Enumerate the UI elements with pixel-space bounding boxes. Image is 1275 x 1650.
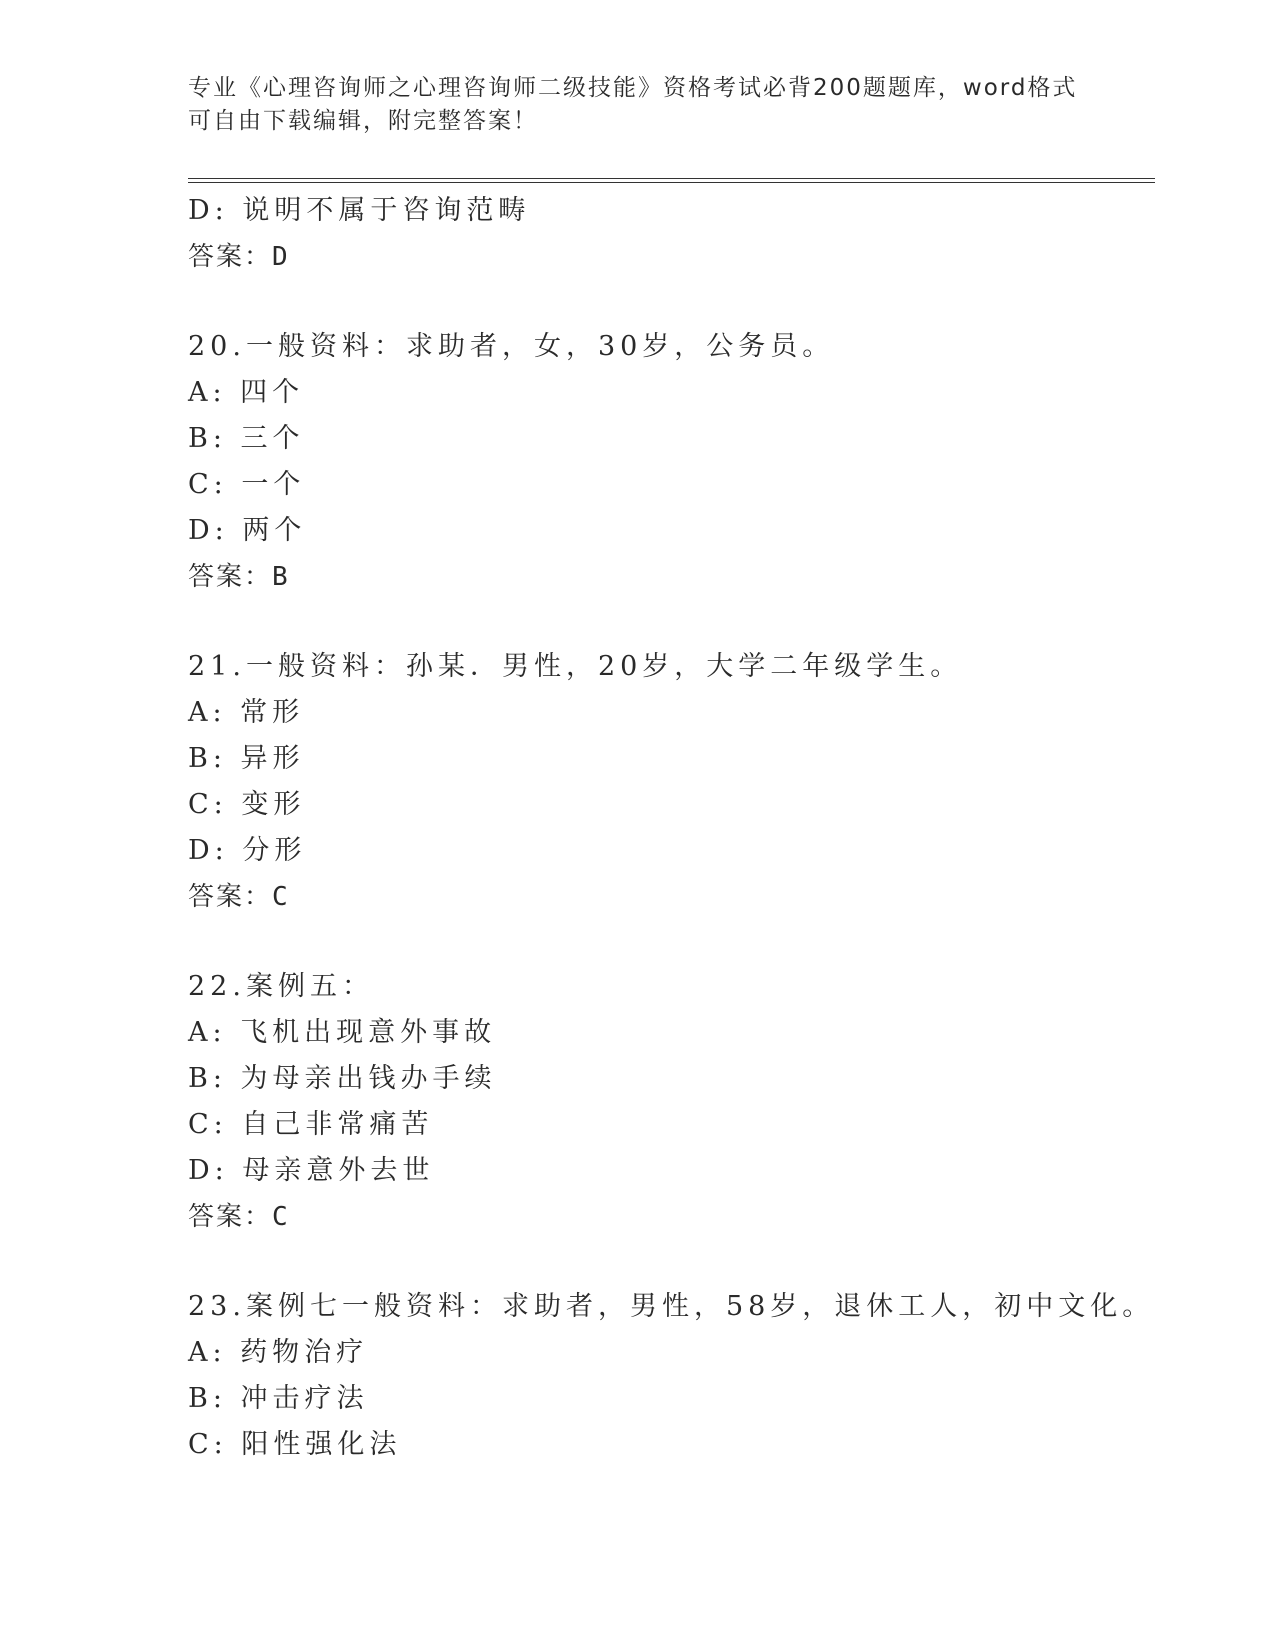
header-divider-bottom (188, 182, 1155, 183)
option-d: D: 两个 (188, 515, 307, 546)
question-answer (188, 554, 1148, 600)
header-title-line-2: 可自由下载编辑，附完整答案！ (188, 108, 538, 134)
answer-label: 答案： (188, 1202, 273, 1232)
option-b: B: 三个 (188, 423, 305, 454)
question-list (188, 188, 1155, 1468)
question-22 (188, 964, 1148, 1240)
question-stem: 21.一般资料：孙某．男性，20岁，大学二年级学生。 (188, 651, 963, 682)
question-19-option-d: D: 说明不属于咨询范畴 (188, 195, 531, 226)
option-a: A: 四个 (188, 377, 305, 408)
option-b: B: 为母亲出钱办手续 (188, 1063, 497, 1094)
answer-value: C (272, 882, 290, 912)
answer-value: B (272, 562, 290, 592)
header-divider-top (188, 178, 1155, 179)
option-b: B: 冲击疗法 (188, 1383, 369, 1414)
question-stem: 20.一般资料：求助者，女，30岁，公务员。 (188, 331, 835, 362)
answer-value: C (272, 1202, 290, 1232)
question-21 (188, 644, 1148, 920)
option-d: D: 母亲意外去世 (188, 1155, 435, 1186)
option-d: D: 分形 (188, 835, 307, 866)
option-a: A: 飞机出现意外事故 (188, 1017, 497, 1048)
question-23 (188, 1284, 1155, 1468)
answer-label: 答案： (188, 562, 273, 592)
option-a: A: 药物治疗 (188, 1337, 369, 1368)
option-c: C: 自己非常痛苦 (188, 1109, 434, 1140)
question-19-fragment (188, 188, 1148, 280)
question-20 (188, 324, 1148, 600)
answer-label: 答案： (188, 882, 273, 912)
question-answer (188, 1194, 1148, 1240)
answer-label: 答案： (188, 242, 273, 272)
option-c: C: 阳性强化法 (188, 1429, 402, 1460)
header-title-line-1: 专业《心理咨询师之心理咨询师二级技能》资格考试必背200题题库，word格式 (188, 75, 1078, 101)
document-header (188, 72, 1078, 138)
answer-value: D (272, 242, 290, 272)
option-b: B: 异形 (188, 743, 305, 774)
question-stem: 22.案例五： (188, 971, 374, 1002)
question-19-answer (188, 234, 1148, 280)
question-stem: 23.案例七一般资料：求助者，男性，58岁，退休工人，初中文化。 (188, 1291, 1155, 1322)
option-a: A: 常形 (188, 697, 305, 728)
question-answer (188, 874, 1148, 920)
option-c: C: 变形 (188, 789, 306, 820)
option-c: C: 一个 (188, 469, 306, 500)
